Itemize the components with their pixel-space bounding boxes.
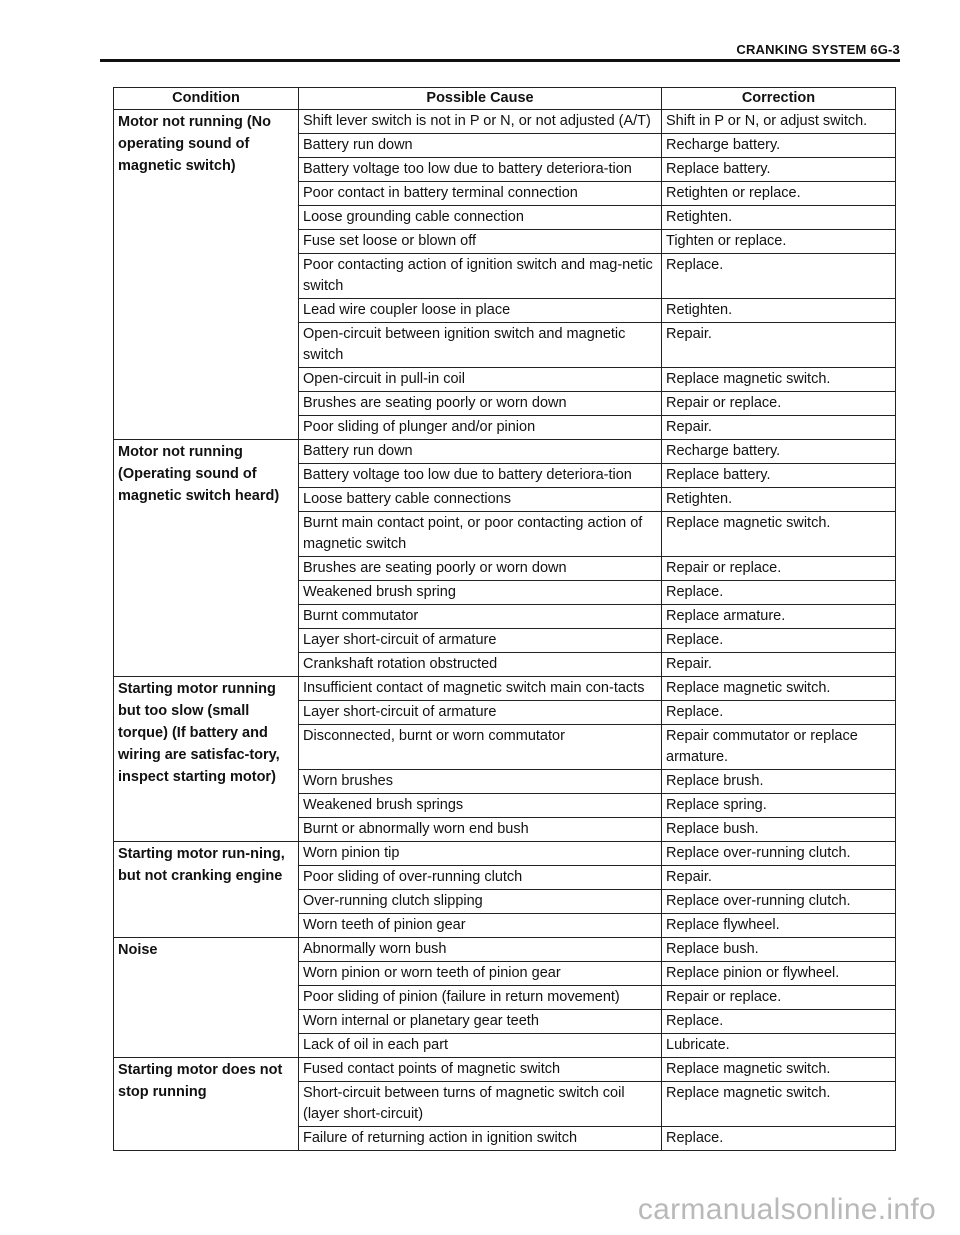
correction-cell: Replace. bbox=[662, 1127, 896, 1151]
condition-cell: Starting motor does not stop running bbox=[114, 1058, 299, 1151]
correction-cell: Replace battery. bbox=[662, 464, 896, 488]
correction-cell: Replace magnetic switch. bbox=[662, 1082, 896, 1127]
correction-cell: Repair. bbox=[662, 323, 896, 368]
correction-cell: Replace magnetic switch. bbox=[662, 1058, 896, 1082]
possible-cause-cell: Worn teeth of pinion gear bbox=[299, 914, 662, 938]
correction-cell: Repair. bbox=[662, 416, 896, 440]
correction-cell: Replace. bbox=[662, 1010, 896, 1034]
possible-cause-cell: Failure of returning action in ignition switch bbox=[299, 1127, 662, 1151]
possible-cause-cell: Burnt main contact point, or poor contacting action of magnetic switch bbox=[299, 512, 662, 557]
correction-cell: Repair. bbox=[662, 866, 896, 890]
possible-cause-cell: Poor sliding of over-running clutch bbox=[299, 866, 662, 890]
possible-cause-cell: Weakened brush springs bbox=[299, 794, 662, 818]
correction-cell: Retighten or replace. bbox=[662, 182, 896, 206]
correction-cell: Repair commutator or replace armature. bbox=[662, 725, 896, 770]
possible-cause-cell: Burnt commutator bbox=[299, 605, 662, 629]
possible-cause-cell: Open-circuit in pull-in coil bbox=[299, 368, 662, 392]
correction-cell: Recharge battery. bbox=[662, 134, 896, 158]
possible-cause-cell: Fuse set loose or blown off bbox=[299, 230, 662, 254]
correction-cell: Replace. bbox=[662, 629, 896, 653]
possible-cause-cell: Burnt or abnormally worn end bush bbox=[299, 818, 662, 842]
correction-cell: Repair or replace. bbox=[662, 986, 896, 1010]
possible-cause-cell: Battery voltage too low due to battery deteriora-tion bbox=[299, 158, 662, 182]
condition-cell: Motor not running (No operating sound of magnetic switch) bbox=[114, 110, 299, 440]
correction-cell: Replace over-running clutch. bbox=[662, 890, 896, 914]
possible-cause-cell: Fused contact points of magnetic switch bbox=[299, 1058, 662, 1082]
correction-cell: Replace. bbox=[662, 254, 896, 299]
possible-cause-cell: Disconnected, burnt or worn commutator bbox=[299, 725, 662, 770]
correction-cell: Replace magnetic switch. bbox=[662, 512, 896, 557]
correction-cell: Replace battery. bbox=[662, 158, 896, 182]
correction-cell: Replace flywheel. bbox=[662, 914, 896, 938]
correction-cell: Tighten or replace. bbox=[662, 230, 896, 254]
possible-cause-cell: Battery run down bbox=[299, 134, 662, 158]
correction-cell: Replace brush. bbox=[662, 770, 896, 794]
possible-cause-cell: Poor sliding of plunger and/or pinion bbox=[299, 416, 662, 440]
possible-cause-cell: Brushes are seating poorly or worn down bbox=[299, 557, 662, 581]
correction-cell: Lubricate. bbox=[662, 1034, 896, 1058]
condition-cell: Starting motor run-ning, but not cranking engine bbox=[114, 842, 299, 938]
table-row bbox=[114, 677, 896, 701]
troubleshooting-table bbox=[113, 87, 896, 1151]
correction-cell: Replace magnetic switch. bbox=[662, 677, 896, 701]
correction-cell: Shift in P or N, or adjust switch. bbox=[662, 110, 896, 134]
table-body bbox=[114, 110, 896, 1151]
correction-cell: Replace. bbox=[662, 701, 896, 725]
possible-cause-cell: Crankshaft rotation obstructed bbox=[299, 653, 662, 677]
correction-cell: Replace spring. bbox=[662, 794, 896, 818]
column-header-possible-cause: Possible Cause bbox=[299, 88, 662, 110]
possible-cause-cell: Worn pinion tip bbox=[299, 842, 662, 866]
possible-cause-cell: Poor contact in battery terminal connection bbox=[299, 182, 662, 206]
correction-cell: Retighten. bbox=[662, 299, 896, 323]
possible-cause-cell: Lack of oil in each part bbox=[299, 1034, 662, 1058]
possible-cause-cell: Short-circuit between turns of magnetic switch coil (layer short-circuit) bbox=[299, 1082, 662, 1127]
condition-cell: Noise bbox=[114, 938, 299, 1058]
possible-cause-cell: Loose battery cable connections bbox=[299, 488, 662, 512]
watermark-text: carmanualsonline.info bbox=[637, 1193, 936, 1226]
possible-cause-cell: Brushes are seating poorly or worn down bbox=[299, 392, 662, 416]
possible-cause-cell: Worn brushes bbox=[299, 770, 662, 794]
possible-cause-cell: Loose grounding cable connection bbox=[299, 206, 662, 230]
possible-cause-cell: Insufficient contact of magnetic switch main con-tacts bbox=[299, 677, 662, 701]
correction-cell: Replace bush. bbox=[662, 818, 896, 842]
possible-cause-cell: Battery run down bbox=[299, 440, 662, 464]
possible-cause-cell: Lead wire coupler loose in place bbox=[299, 299, 662, 323]
possible-cause-cell: Weakened brush spring bbox=[299, 581, 662, 605]
possible-cause-cell: Over-running clutch slipping bbox=[299, 890, 662, 914]
correction-cell: Replace bush. bbox=[662, 938, 896, 962]
table-header-row bbox=[114, 88, 896, 110]
correction-cell: Recharge battery. bbox=[662, 440, 896, 464]
correction-cell: Retighten. bbox=[662, 206, 896, 230]
table-row bbox=[114, 842, 896, 866]
correction-cell: Replace over-running clutch. bbox=[662, 842, 896, 866]
correction-cell: Replace armature. bbox=[662, 605, 896, 629]
condition-cell: Starting motor running but too slow (small torque) (If battery and wiring are satisfac-tory, inspect starting motor) bbox=[114, 677, 299, 842]
column-header-correction: Correction bbox=[662, 88, 896, 110]
correction-cell: Replace magnetic switch. bbox=[662, 368, 896, 392]
correction-cell: Repair. bbox=[662, 653, 896, 677]
table-row bbox=[114, 1058, 896, 1082]
possible-cause-cell: Shift lever switch is not in P or N, or not adjusted (A/T) bbox=[299, 110, 662, 134]
possible-cause-cell: Layer short-circuit of armature bbox=[299, 629, 662, 653]
table-row bbox=[114, 938, 896, 962]
possible-cause-cell: Open-circuit between ignition switch and magnetic switch bbox=[299, 323, 662, 368]
column-header-condition: Condition bbox=[114, 88, 299, 110]
correction-cell: Replace. bbox=[662, 581, 896, 605]
possible-cause-cell: Poor sliding of pinion (failure in return movement) bbox=[299, 986, 662, 1010]
possible-cause-cell: Poor contacting action of ignition switch and mag-netic switch bbox=[299, 254, 662, 299]
possible-cause-cell: Battery voltage too low due to battery deteriora-tion bbox=[299, 464, 662, 488]
correction-cell: Repair or replace. bbox=[662, 392, 896, 416]
possible-cause-cell: Worn internal or planetary gear teeth bbox=[299, 1010, 662, 1034]
possible-cause-cell: Worn pinion or worn teeth of pinion gear bbox=[299, 962, 662, 986]
table-row bbox=[114, 440, 896, 464]
page-header-title: CRANKING SYSTEM 6G-3 bbox=[736, 42, 900, 57]
condition-cell: Motor not running (Operating sound of magnetic switch heard) bbox=[114, 440, 299, 677]
possible-cause-cell: Layer short-circuit of armature bbox=[299, 701, 662, 725]
possible-cause-cell: Abnormally worn bush bbox=[299, 938, 662, 962]
table-row bbox=[114, 110, 896, 134]
correction-cell: Retighten. bbox=[662, 488, 896, 512]
header-divider bbox=[100, 59, 900, 62]
correction-cell: Repair or replace. bbox=[662, 557, 896, 581]
correction-cell: Replace pinion or flywheel. bbox=[662, 962, 896, 986]
